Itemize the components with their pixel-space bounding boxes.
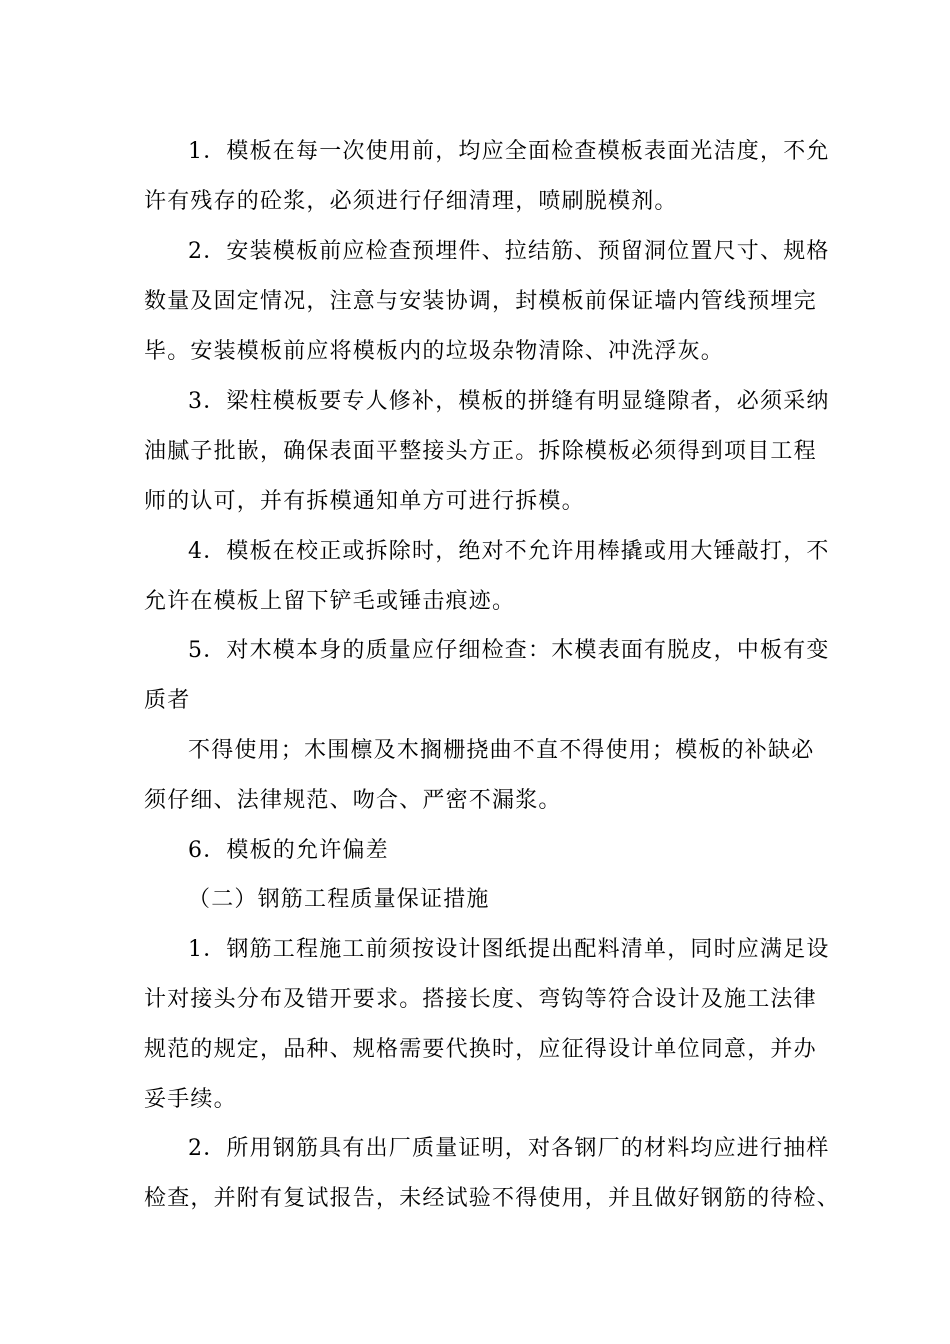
section-heading: （二）钢筋工程质量保证措施 <box>188 887 490 912</box>
paragraph-5-line-1: 5．对木模本身的质量应仔细检查：木模表面有脱皮，中板有变 <box>188 638 830 663</box>
paragraph-2-line-1: 2．安装模板前应检查预埋件、拉结筋、预留洞位置尺寸、规格 <box>188 239 830 264</box>
paragraph-6-line-1: 不得使用；木围檩及木搁栅挠曲不直不得使用；模板的补缺必 <box>188 738 815 763</box>
paragraph-9-line-3: 规范的规定，品种、规格需要代换时，应征得设计单位同意，并办 <box>144 1037 817 1062</box>
paragraph-1-line-2: 许有残存的砼浆，必须进行仔细清理，喷刷脱模剂。 <box>144 189 678 214</box>
paragraph-4-line-2: 允许在模板上留下铲毛或锤击痕迹。 <box>144 589 516 614</box>
paragraph-9-line-1: 1．钢筋工程施工前须按设计图纸提出配料清单，同时应满足设 <box>188 937 830 962</box>
paragraph-4-line-1: 4．模板在校正或拆除时，绝对不允许用棒撬或用大锤敲打，不 <box>188 539 830 564</box>
paragraph-10-line-2: 检查，并附有复试报告，未经试验不得使用，并且做好钢筋的待检、 <box>144 1186 841 1211</box>
paragraph-2-line-2: 数量及固定情况，注意与安装协调，封模板前保证墙内管线预埋完 <box>144 289 817 314</box>
paragraph-9-line-2: 计对接头分布及错开要求。搭接长度、弯钩等符合设计及施工法律 <box>144 987 817 1012</box>
paragraph-1-line-1: 1．模板在每一次使用前，均应全面检查模板表面光洁度，不允 <box>188 139 830 164</box>
paragraph-3-line-1: 3．梁柱模板要专人修补，模板的拼缝有明显缝隙者，必须采纳 <box>188 389 830 414</box>
paragraph-3-line-3: 师的认可，并有拆模通知单方可进行拆模。 <box>144 489 585 514</box>
paragraph-7-line-1: 6．模板的允许偏差 <box>188 838 389 863</box>
paragraph-9-line-4: 妥手续。 <box>144 1087 237 1112</box>
paragraph-6-line-2: 须仔细、法律规范、吻合、严密不漏浆。 <box>144 788 562 813</box>
paragraph-10-line-1: 2．所用钢筋具有出厂质量证明，对各钢厂的材料均应进行抽样 <box>188 1136 830 1161</box>
paragraph-2-line-3: 毕。安装模板前应将模板内的垃圾杂物清除、冲洗浮灰。 <box>144 339 725 364</box>
paragraph-3-line-2: 油腻子批嵌，确保表面平整接头方正。拆除模板必须得到项目工程 <box>144 439 817 464</box>
paragraph-5-line-2: 质者 <box>144 688 191 713</box>
